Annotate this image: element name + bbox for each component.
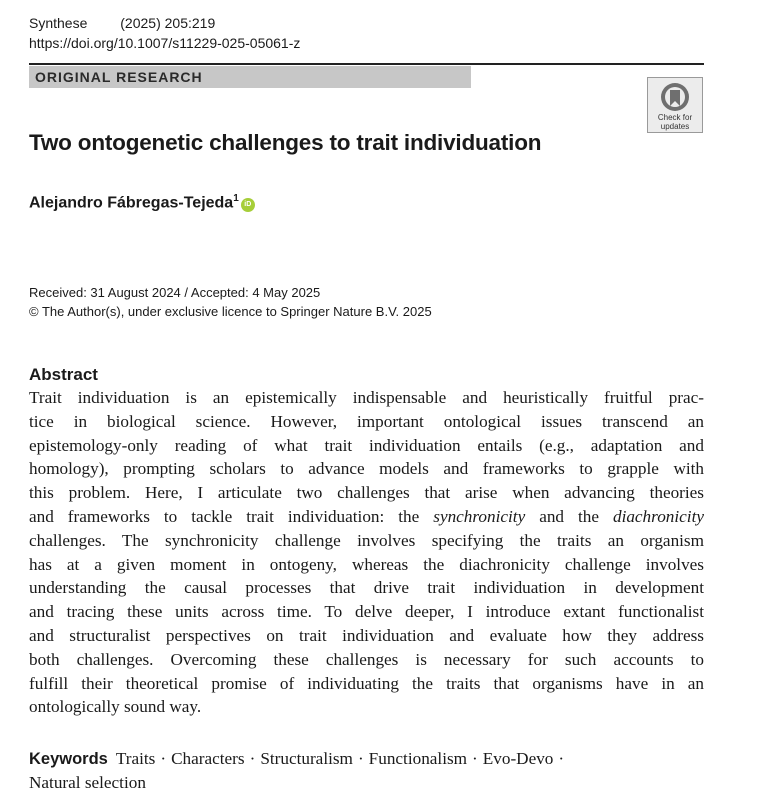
check-updates-icon [660,82,690,112]
abstract-line-mixed [29,505,704,529]
article-dates [29,283,432,321]
check-for-updates-badge[interactable] [647,77,703,133]
abstract-line: has at a given moment in ontogeny, whereas the diachronicity challenge involves [29,554,704,574]
synchronicity-term: synchronicity [433,506,526,526]
copyright-notice: © The Author(s), under exclusive licence to Springer Nature B.V. 2025 [29,304,432,319]
keyword[interactable]: Structuralism [260,749,353,768]
keywords-label: Keywords [29,750,108,768]
received-accepted: Received: 31 August 2024 / Accepted: 4 May 2025 [29,285,321,300]
keyword[interactable]: Traits [115,749,156,768]
keyword[interactable]: Characters [171,749,245,768]
abstract-line: homology), prompting scholars to advance models and frameworks to grapple with [29,459,704,479]
keyword-separator: · [160,749,167,768]
abstract-connector: and the [525,506,613,526]
keywords [29,747,704,795]
abstract-line: challenges. The synchronicity challenge involves specifying the traits an organism [29,530,704,550]
keyword-separator: · [357,749,364,768]
keyword-separator: · [249,749,256,768]
doi-link[interactable]: https://doi.org/10.1007/s11229-025-05061-z [29,35,301,51]
diachronicity-term: diachronicity [612,506,704,526]
abstract-line: and tracing these units across time. To delve deeper, I introduce extant functionalist [29,602,704,622]
orcid-icon[interactable]: iD [241,198,255,212]
volume-info: (2025) 205:219 [120,15,216,31]
abstract-line-lead: and frameworks to tackle trait individuation: the [29,506,434,526]
journal-name: Synthese [29,15,88,31]
header-rule [29,63,704,65]
abstract-line: this problem. Here, I articulate two challenges that arise when advancing theories [29,483,704,503]
abstract-line: epistemology-only reading of what trait individuation entails (e.g., adaptation and [29,435,704,455]
keyword[interactable]: Natural selection [29,773,146,792]
keyword-separator: · [472,749,478,768]
keyword[interactable]: Evo-Devo [482,749,554,768]
check-updates-line1: Check for [657,113,693,122]
abstract-line: ontologically sound way. [29,697,202,717]
abstract-line: tice in biological science. However, important ontological issues transcend an [29,411,704,431]
journal-citation [29,15,215,31]
author-affiliation: 1 [233,193,239,204]
author-line [29,193,255,212]
abstract-body [29,386,704,719]
author-name: Alejandro Fábregas-Tejeda [29,194,234,212]
paper-title: Two ontogenetic challenges to trait individuation [29,130,542,155]
keyword[interactable]: Functionalism [368,749,468,768]
abstract-line: understanding the causal processes that drive trait individuation in development [29,578,704,598]
abstract-heading: Abstract [29,365,98,384]
check-updates-line2: updates [660,122,690,131]
keyword-separator: · [558,749,565,768]
abstract-line: both challenges. Overcoming these challenges is necessary for such accounts to [29,649,704,669]
abstract-line: fulfill their theoretical promise of individuating the traits that organisms have in an [29,673,704,693]
section-label: ORIGINAL RESEARCH [35,69,203,85]
abstract-line: and structuralist perspectives on trait individuation and evaluate how they address [29,625,704,645]
abstract-line: Trait individuation is an epistemically indispensable and heuristically fruitful prac- [29,388,704,407]
